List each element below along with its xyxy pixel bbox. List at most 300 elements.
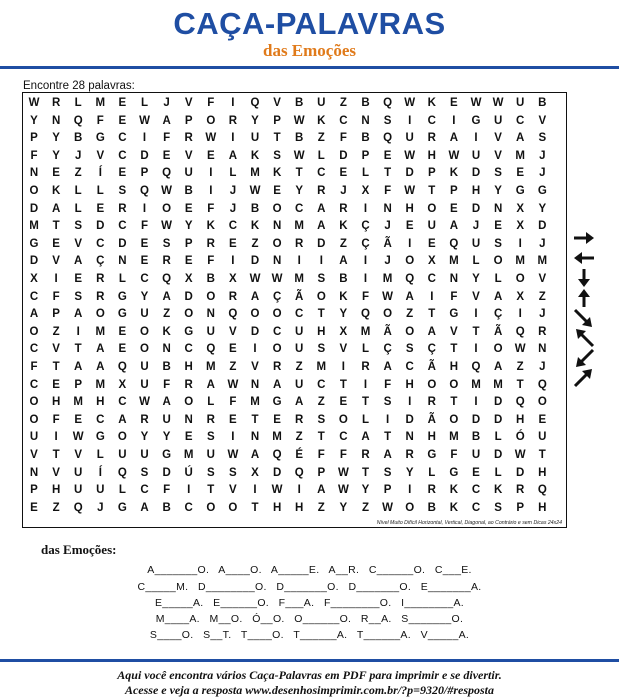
grid-letter: I: [363, 202, 368, 215]
grid-letter: W: [337, 466, 349, 479]
grid-letter: C: [427, 273, 436, 285]
grid-letter: W: [404, 149, 416, 162]
grid-letter: I: [142, 132, 147, 145]
grid-letter: A: [206, 378, 215, 391]
grid-letter: O: [405, 325, 415, 338]
grid-letter: E: [339, 396, 348, 409]
grid-letter: E: [184, 202, 193, 215]
grid-letter: W: [514, 343, 526, 356]
grid-letter: E: [339, 167, 348, 180]
grid-letter: D: [184, 290, 193, 303]
grid-letter: N: [184, 413, 193, 426]
grid-letter: U: [471, 449, 481, 461]
grid-letter: O: [515, 273, 525, 285]
grid-letter: F: [384, 185, 392, 197]
grid-letter: C: [184, 501, 193, 514]
page-subtitle: das Emoções: [262, 41, 357, 60]
grid-letter: E: [52, 237, 60, 250]
arrow-up-icon: [572, 288, 596, 308]
grid-letter: T: [361, 466, 370, 479]
grid-letter: M: [95, 378, 106, 391]
grid-letter: B: [361, 132, 370, 145]
grid-row: [23, 411, 566, 429]
grid-row: [23, 358, 566, 376]
grid-letter: I: [319, 255, 323, 268]
grid-letter: F: [52, 413, 60, 426]
grid-letter: F: [229, 396, 237, 409]
grid-letter: T: [317, 308, 325, 321]
grid-letter: O: [272, 308, 282, 321]
grid-letter: X: [339, 325, 348, 338]
grid-letter: S: [538, 132, 547, 145]
grid-letter: A: [74, 361, 83, 373]
grid-letter: V: [494, 149, 502, 162]
grid-letter: T: [273, 132, 281, 145]
grid-letter: F: [30, 149, 38, 162]
grid-letter: G: [117, 501, 127, 514]
grid-letter: O: [206, 290, 216, 303]
grid-letter: J: [539, 149, 546, 162]
grid-letter: Q: [515, 396, 525, 409]
grid-letter: Q: [515, 325, 525, 338]
grid-letter: W: [382, 501, 394, 514]
grid-letter: A: [140, 501, 149, 514]
grid-letter: O: [316, 290, 326, 303]
grid-letter: O: [228, 501, 238, 514]
grid-letter: L: [74, 185, 82, 197]
grid-letter: F: [339, 449, 347, 461]
grid-letter: N: [51, 114, 61, 127]
grid-letter: S: [273, 149, 281, 162]
grid-letter: I: [474, 308, 478, 321]
grid-letter: P: [140, 167, 149, 180]
grid-row: [23, 305, 566, 323]
grid-letter: T: [384, 167, 392, 180]
grid-letter: I: [76, 325, 80, 338]
grid-letter: Y: [339, 501, 348, 514]
grid-letter: A: [162, 396, 171, 409]
grid-letter: J: [384, 220, 391, 233]
grid-letter: L: [118, 484, 126, 497]
arrow-left-icon: [572, 248, 596, 268]
grid-letter: G: [29, 237, 39, 250]
grid-letter: Q: [294, 466, 304, 479]
grid-letter: Q: [405, 273, 415, 285]
grid-letter: D: [339, 149, 348, 162]
grid-letter: A: [74, 255, 83, 268]
grid-letter: N: [250, 431, 260, 444]
clues-title: das Emoções:: [41, 542, 117, 557]
grid-letter: U: [140, 449, 149, 461]
grid-letter: Y: [538, 202, 547, 215]
grid-letter: O: [206, 501, 216, 514]
grid-letter: U: [493, 114, 503, 127]
grid-letter: R: [206, 413, 215, 426]
grid-letter: W: [139, 114, 150, 127]
grid-letter: Y: [251, 114, 259, 127]
grid-letter: O: [272, 343, 282, 356]
grid-letter: O: [427, 378, 437, 391]
grid-row: [23, 428, 566, 446]
grid-row: [23, 129, 566, 147]
grid-letter: I: [408, 484, 412, 497]
grid-letter: Q: [471, 361, 481, 373]
grid-letter: I: [231, 132, 235, 145]
grid-letter: V: [472, 290, 480, 303]
grid-letter: T: [361, 396, 370, 409]
grid-letter: N: [361, 114, 370, 127]
grid-letter: C: [339, 431, 348, 444]
grid-letter: K: [449, 167, 459, 180]
grid-letter: X: [516, 202, 525, 215]
grid-letter: R: [162, 255, 171, 268]
grid-letter: O: [29, 396, 39, 409]
grid-letter: V: [30, 449, 38, 461]
grid-letter: J: [539, 167, 546, 180]
grid-letter: N: [250, 378, 260, 391]
grid-letter: I: [385, 413, 390, 426]
grid-letter: B: [162, 361, 171, 373]
grid-letter: V: [538, 114, 547, 127]
grid-letter: O: [95, 308, 105, 321]
grid-letter: K: [339, 290, 348, 303]
grid-letter: A: [449, 220, 459, 233]
grid-letter: A: [74, 308, 83, 321]
grid-letter: D: [272, 466, 282, 479]
grid-letter: G: [117, 308, 127, 321]
grid-letter: Y: [140, 431, 149, 444]
grid-letter: U: [74, 484, 83, 497]
grid-letter: K: [317, 114, 326, 127]
grid-letter: D: [162, 466, 171, 479]
grid-letter: B: [295, 132, 304, 145]
grid-letter: P: [30, 132, 38, 145]
arrow-right-icon: [572, 228, 596, 248]
grid-letter: D: [405, 413, 414, 426]
grid-letter: Z: [52, 501, 60, 514]
grid-row: [23, 164, 566, 182]
grid-row: [23, 112, 566, 130]
grid-letter: E: [162, 149, 171, 162]
grid-letter: S: [383, 466, 392, 479]
grid-letter: T: [450, 343, 458, 356]
grid-letter: Ã: [493, 325, 503, 338]
arrow-down-right-icon: [572, 308, 596, 328]
grid-letter: C: [118, 220, 127, 233]
grid-letter: C: [184, 343, 193, 356]
grid-letter: X: [118, 378, 127, 391]
grid-letter: F: [207, 255, 215, 268]
grid-letter: R: [295, 237, 304, 250]
grid-letter: I: [408, 237, 412, 250]
grid-row: [23, 94, 566, 112]
grid-letter: K: [51, 185, 61, 197]
grid-letter: O: [449, 378, 459, 391]
grid-letter: E: [427, 237, 436, 250]
grid-letter: L: [361, 413, 370, 426]
grid-letter: J: [472, 220, 480, 233]
grid-letter: L: [494, 466, 502, 479]
grid-letter: H: [405, 202, 414, 215]
grid-letter: H: [272, 501, 282, 514]
grid-letter: O: [117, 431, 127, 444]
grid-letter: Z: [74, 167, 82, 180]
grid-letter: I: [430, 290, 434, 303]
grid-letter: W: [227, 449, 239, 461]
grid-letter: A: [51, 202, 61, 215]
grid-letter: N: [405, 431, 414, 444]
grid-letter: E: [273, 185, 281, 197]
grid-letter: M: [95, 325, 106, 338]
grid-letter: U: [471, 237, 481, 250]
grid-letter: C: [29, 343, 39, 356]
grid-letter: Q: [537, 484, 547, 497]
grid-letter: P: [52, 308, 60, 321]
grid-letter: S: [405, 343, 414, 356]
grid-row: [23, 393, 566, 411]
grid-letter: L: [494, 273, 502, 285]
grid-letter: E: [206, 149, 215, 162]
grid-letter: I: [54, 431, 58, 444]
grid-letter: S: [74, 220, 83, 233]
grid-letter: O: [427, 202, 437, 215]
grid-letter: W: [72, 431, 84, 444]
grid-letter: E: [74, 273, 83, 285]
grid-letter: U: [140, 361, 149, 373]
grid-letter: X: [184, 273, 193, 285]
grid-letter: A: [405, 290, 414, 303]
grid-letter: R: [427, 396, 436, 409]
grid-letter: U: [295, 343, 304, 356]
grid-letter: U: [295, 325, 304, 338]
grid-letter: C: [96, 237, 105, 250]
grid-letter: C: [317, 378, 326, 391]
grid-letter: W: [249, 273, 261, 285]
grid-letter: P: [184, 114, 193, 127]
grid-letter: M: [515, 255, 525, 268]
grid-letter: N: [162, 343, 171, 356]
grid-letter: M: [206, 361, 216, 373]
grid-letter: W: [293, 149, 305, 162]
grid-letter: T: [295, 167, 303, 180]
grid-letter: R: [228, 290, 238, 303]
grid-letter: R: [516, 484, 525, 497]
grid-letter: S: [494, 167, 502, 180]
grid-letter: T: [52, 449, 60, 461]
grid-letter: O: [405, 255, 415, 268]
arrow-up-left-icon: [572, 328, 596, 348]
grid-letter: C: [118, 132, 127, 145]
grid-letter: W: [161, 185, 173, 197]
grid-letter: P: [30, 484, 38, 497]
grid-letter: I: [231, 255, 235, 268]
grid-letter: K: [339, 220, 348, 233]
grid-letter: V: [251, 361, 259, 373]
grid-letter: U: [29, 431, 39, 444]
grid-letter: O: [206, 114, 216, 127]
grid-letter: G: [449, 466, 459, 479]
grid-row: [23, 200, 566, 218]
grid-letter: E: [229, 237, 237, 250]
grid-letter: A: [29, 308, 39, 321]
grid-letter: Z: [339, 237, 347, 250]
grid-letter: Ç: [493, 308, 503, 321]
grid-letter: Z: [229, 361, 237, 373]
grid-letter: U: [250, 132, 260, 145]
grid-letter: H: [471, 185, 481, 197]
grid-letter: G: [95, 132, 105, 145]
grid-letter: U: [140, 308, 149, 321]
grid-letter: E: [140, 237, 149, 250]
grid-letter: A: [272, 378, 282, 391]
grid-letter: E: [184, 431, 193, 444]
grid-letter: G: [117, 290, 127, 303]
grid-letter: A: [449, 132, 459, 145]
grid-letter: R: [405, 449, 414, 461]
grid-row: [23, 446, 566, 464]
grid-letter: R: [96, 273, 105, 285]
grid-letter: R: [118, 202, 127, 215]
grid-letter: X: [30, 273, 38, 285]
grid-letter: T: [538, 449, 546, 461]
grid-letter: T: [207, 484, 215, 497]
grid-letter: O: [272, 202, 282, 215]
grid-letter: P: [74, 378, 83, 391]
grid-letter: E: [229, 343, 237, 356]
grid-letter: G: [427, 449, 437, 461]
grid-letter: V: [229, 325, 237, 338]
grid-letter: T: [428, 308, 436, 321]
grid-letter: O: [383, 308, 393, 321]
grid-letter: V: [538, 273, 547, 285]
grid-letter: Q: [250, 97, 260, 109]
grid-letter: I: [231, 97, 235, 109]
grid-letter: C: [471, 501, 481, 514]
grid-letter: A: [228, 149, 238, 162]
grid-letter: D: [29, 255, 39, 268]
grid-letter: E: [118, 325, 127, 338]
grid-letter: R: [361, 449, 370, 461]
grid-letter: R: [538, 325, 547, 338]
grid-letter: C: [29, 378, 39, 391]
grid-letter: V: [52, 343, 60, 356]
grid-letter: H: [295, 501, 304, 514]
grid-letter: L: [140, 97, 149, 109]
grid-letter: N: [272, 220, 282, 233]
grid-letter: F: [317, 449, 325, 461]
grid-letter: O: [250, 308, 260, 321]
grid-letter: K: [250, 220, 260, 233]
grid-letter: Z: [163, 308, 171, 321]
grid-letter: A: [317, 220, 326, 233]
grid-letter: S: [494, 501, 502, 514]
grid-letter: Ç: [383, 343, 392, 356]
grid-letter: Z: [361, 501, 370, 514]
grid-letter: R: [140, 413, 149, 426]
grid-letter: L: [472, 255, 480, 268]
grid-letter: C: [140, 273, 149, 285]
grid-letter: V: [74, 237, 83, 250]
grid-letter: Z: [516, 361, 524, 373]
grid-letter: S: [317, 413, 326, 426]
grid-letter: A: [118, 413, 127, 426]
grid-letter: O: [140, 325, 149, 338]
grid-letter: S: [140, 466, 149, 479]
clue-line: A_______O. A____O. A_____E. A__R. C______O. C___E.: [147, 564, 472, 576]
grid-letter: A: [383, 449, 392, 461]
grid-letter: Z: [52, 325, 60, 338]
grid-letter: L: [428, 466, 436, 479]
grid-letter: P: [273, 114, 281, 127]
grid-letter: J: [539, 237, 546, 250]
grid-letter: P: [361, 149, 370, 162]
arrow-down-icon: [572, 268, 596, 288]
grid-letter: T: [450, 396, 458, 409]
grid-letter: O: [140, 343, 149, 356]
grid-letter: G: [184, 325, 194, 338]
grid-letter: K: [427, 97, 436, 109]
grid-letter: F: [30, 361, 38, 373]
grid-row: [23, 182, 566, 200]
grid-letter: B: [206, 273, 215, 285]
grid-row: [23, 340, 566, 358]
grid-letter: D: [96, 220, 105, 233]
grid-letter: A: [493, 290, 503, 303]
grid-letter: U: [516, 97, 525, 109]
grid-letter: M: [29, 220, 39, 233]
grid-letter: M: [272, 431, 282, 444]
grid-letter: M: [360, 325, 371, 338]
grid-row: [23, 464, 566, 482]
grid-letter: D: [493, 396, 503, 409]
grid-letter: G: [449, 308, 459, 321]
grid-letter: Y: [184, 220, 193, 233]
grid-letter: J: [229, 202, 237, 215]
grid-letter: D: [140, 149, 149, 162]
clue-line: C_____M. D________O. D_______O. D_______O. E_______A.: [137, 581, 482, 593]
grid-letter: F: [163, 484, 171, 497]
grid-row: [23, 376, 566, 394]
grid-letter: H: [449, 361, 459, 373]
grid-letter: F: [450, 290, 458, 303]
grid-letter: K: [449, 501, 459, 514]
grid-letter: É: [295, 449, 304, 461]
grid-letter: Ã: [427, 361, 436, 373]
grid-letter: E: [118, 97, 127, 109]
grid-letter: X: [516, 290, 525, 303]
grid-letter: D: [118, 237, 127, 250]
grid-letter: I: [187, 484, 191, 497]
grid-letter: W: [492, 97, 504, 109]
grid-letter: I: [363, 255, 368, 268]
grid-letter: U: [140, 378, 149, 391]
grid-letter: I: [452, 114, 456, 127]
grid-letter: Q: [228, 308, 238, 321]
grid-letter: S: [74, 290, 83, 303]
grid-letter: L: [229, 167, 237, 180]
grid-letter: J: [539, 308, 546, 321]
grid-letter: G: [515, 185, 525, 197]
grid-letter: Y: [361, 484, 370, 497]
grid-letter: M: [183, 449, 194, 461]
grid-letter: D: [471, 202, 481, 215]
grid-letter: L: [361, 167, 370, 180]
grid-letter: M: [316, 361, 327, 373]
grid-letter: C: [118, 396, 127, 409]
grid-footnote: Nível Muito Difícil Horizontal, Vertical, Diagonal, ao Contrário e sem Dicas 24x24: [376, 520, 562, 526]
grid-letter: H: [51, 484, 61, 497]
grid-letter: V: [184, 97, 193, 109]
